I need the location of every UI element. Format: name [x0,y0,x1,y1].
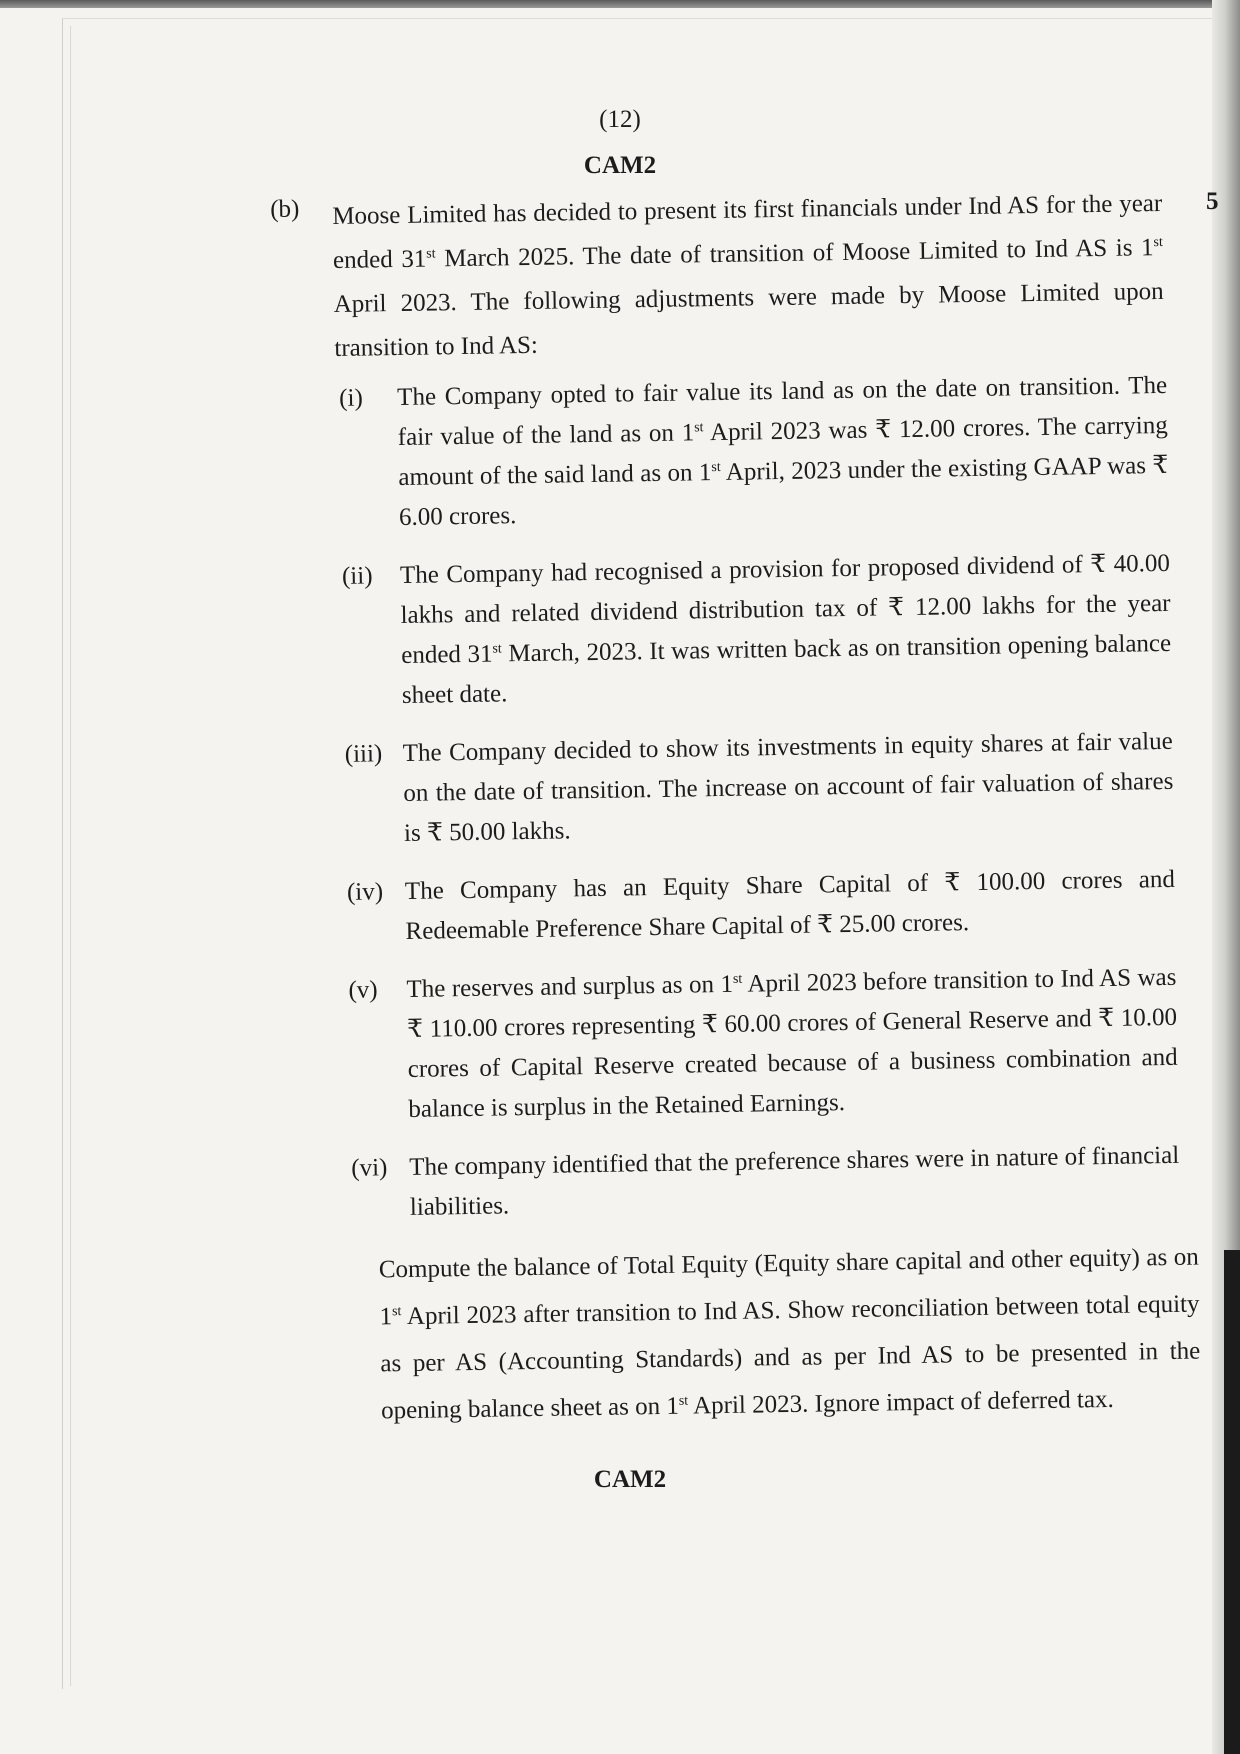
superscript: st [732,971,743,987]
text-run: The reserves and surplus as on 1 [406,970,734,1003]
item-text [409,1136,1180,1228]
scan-top-edge [0,0,1240,8]
adjustment-item [339,366,1175,539]
superscript: st [678,1393,689,1409]
item-text [405,860,1176,952]
text-run: April 2023 was ₹ 12.00 crores. The carrying amount of the said land as on 1 [398,411,1168,492]
adjustment-item [344,722,1180,855]
adjustment-item [347,860,1182,953]
question-marks: 5 [1206,188,1219,215]
text-run: March, 2023. It was written back as on transition opening balance sheet date. [401,629,1172,709]
question-body [270,182,1201,1436]
text-run: April 2023. Ignore impact of deferred tax. [688,1385,1114,1420]
paper-code-top: CAM2 [583,152,657,179]
item-label: (iv) [346,878,384,906]
adjustment-item [351,1136,1186,1229]
text-run: April 2023 before transition to Ind AS was ₹ 110.00 crores representing ₹ 60.00 crores of General Reserve and ₹ 10.00 crores of Capital Reserve created because of a business combination and balance is surplus in the Retained Earnings. [406,963,1178,1123]
text-run: The Company has an Equity Share Capital of ₹ 100.00 crores and Redeemable Preference Share Capital of ₹ 25.00 crores. [404,865,1176,945]
item-text [406,958,1178,1130]
item-label: (vi) [351,1154,388,1182]
item-text [400,544,1172,716]
question-intro [332,182,1165,371]
text-run: April 2023. The following adjustments were made by Moose Limited upon transition to Ind AS: [333,277,1164,363]
text-run: April, 2023 under the existing GAAP was ₹ 6.00 crores. [398,451,1169,532]
adjustment-item [342,544,1178,717]
superscript: st [711,459,721,476]
scan-right-dark-edge [1224,1250,1240,1754]
adjustment-item [348,958,1184,1131]
text-run: The Company opted to fair value its land as on the date on transition. The fair value of the land as on 1 [396,371,1168,452]
text-run: Moose Limited has decided to present its first financials under Ind AS for the year ended 31 [332,189,1163,275]
superscript: st [694,420,704,436]
text-run: The company identified that the preference shares were in nature of financial liabilities. [409,1141,1180,1221]
superscript: st [1153,234,1163,251]
item-text [397,366,1169,538]
item-label: (ii) [341,562,373,590]
question-label: (b) [270,195,300,223]
superscript: st [492,641,502,657]
superscript: st [391,1304,402,1320]
question-row [270,182,1173,372]
item-label: (i) [338,384,364,412]
text-run: The Company had recognised a provision for proposed dividend of ₹ 40.00 lakhs and related dividend distribution tax of ₹ 12.00 lakhs for the year ended 31 [399,549,1171,669]
question-instruction [379,1234,1202,1435]
page-number: (12) [599,106,641,133]
adjustment-list [339,366,1186,1229]
text-run: March 2025. The date of transition of Moose Limited to Ind AS is 1 [435,234,1154,273]
text-run: April 2023 after transition to Ind AS. Show reconciliation between total equity as per AS (Accounting Standards) and as per Ind AS to be presented in the opening balance sheet as on 1 [380,1290,1201,1425]
item-label: (v) [348,976,378,1004]
text-run: The Company decided to show its investments in equity shares at fair value on the date of transition. The increase on account of fair valuation of shares is ₹ 50.00 lakhs. [402,727,1174,847]
text-run: Compute the balance of Total Equity (Equity share capital and other equity) as on 1 [378,1243,1199,1331]
superscript: st [426,246,436,262]
paper-code-bottom: CAM2 [593,1466,667,1493]
item-text [402,722,1174,854]
item-label: (iii) [344,740,383,768]
